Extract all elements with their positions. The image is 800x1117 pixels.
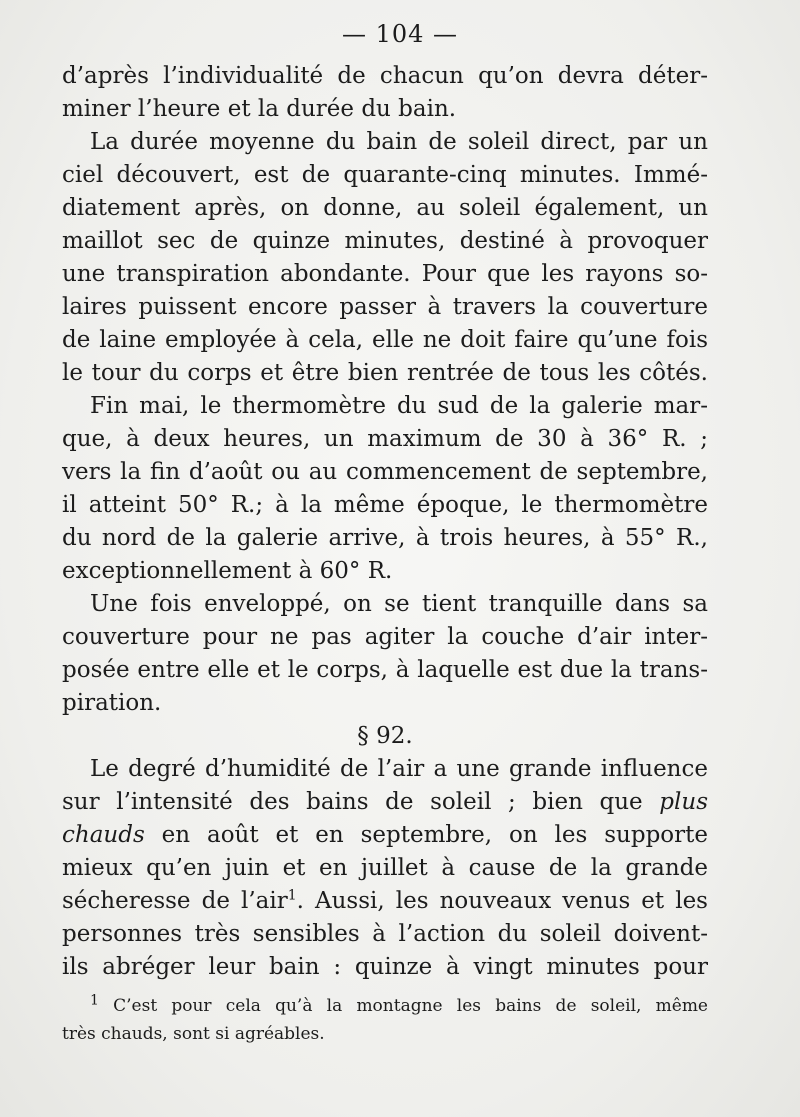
text-line: vers la fin d’août ou au commencement de septembre, — [62, 459, 708, 485]
text-run: sécheresse de l’air — [62, 888, 288, 914]
text-line: d’après l’individualité de chacun qu’on devra déter- — [62, 63, 708, 89]
text-line — [62, 819, 708, 852]
footnote-text: C’est pour cela qu’à la montagne les bains de soleil, même — [98, 996, 708, 1016]
text-line: il atteint 50° R.; à la même époque, le thermomètre — [62, 492, 708, 518]
footnote — [62, 992, 708, 1048]
text-line: du nord de la galerie arrive, à trois heures, à 55° R., — [62, 525, 708, 551]
body-text — [62, 60, 708, 984]
text-line: couverture pour ne pas agiter la couche d’air inter- — [62, 624, 708, 650]
italic-text: chauds — [62, 822, 145, 848]
text-line: Une fois enveloppé, on se tient tranquille dans sa — [90, 591, 708, 617]
text-line: que, à deux heures, un maximum de 30 à 36° R. ; — [62, 426, 708, 452]
footnote-marker: 1 — [90, 992, 99, 1009]
text-line: La durée moyenne du bain de soleil direct, par un — [90, 129, 708, 155]
text-line: une transpiration abondante. Pour que les rayons so- — [62, 261, 708, 287]
page-number: — 104 — — [341, 20, 459, 48]
section-heading: § 92. — [357, 723, 413, 749]
paragraph-1 — [62, 60, 708, 126]
text-line: laires puissent encore passer à travers la couverture — [62, 294, 708, 320]
footnote-line — [62, 992, 708, 1020]
text-line: miner l’heure et la durée du bain. — [62, 96, 457, 122]
text-line — [62, 885, 708, 918]
text-run: . Aussi, les nouveaux venus et les — [296, 888, 708, 914]
text-line — [62, 786, 708, 819]
text-line: diatement après, on donne, au soleil également, un — [62, 195, 708, 221]
paragraph-5 — [62, 753, 708, 984]
text-line: ciel découvert, est de quarante-cinq minutes. Immé- — [62, 162, 708, 188]
text-line: piration. — [62, 690, 162, 716]
paragraph-3 — [62, 390, 708, 588]
text-line: ils abréger leur bain : quinze à vingt minutes pour — [62, 954, 708, 980]
footnote-line: très chauds, sont si agréables. — [62, 1024, 325, 1044]
text-line: mieux qu’en juin et en juillet à cause de la grande — [62, 855, 708, 881]
text-run: sur l’intensité des bains de soleil ; bien que — [62, 789, 660, 815]
text-line: posée entre elle et le corps, à laquelle est due la trans- — [62, 657, 708, 683]
text-line: Le degré d’humidité de l’air a une grande influence — [90, 756, 708, 782]
text-line: maillot sec de quinze minutes, destiné à provoquer — [62, 228, 708, 254]
footnote-reference: 1 — [287, 887, 297, 904]
text-line: exceptionnellement à 60° R. — [62, 558, 393, 584]
text-line: personnes très sensibles à l’action du soleil doivent- — [62, 921, 708, 947]
text-line: de laine employée à cela, elle ne doit faire qu’une fois — [62, 327, 708, 353]
italic-text: plus — [659, 789, 708, 815]
paragraph-2 — [62, 126, 708, 390]
paragraph-4 — [62, 588, 708, 720]
text-line: le tour du corps et être bien rentrée de tous les côtés. — [62, 360, 708, 386]
text-run: en août et en septembre, on les supporte — [144, 822, 708, 848]
text-line: Fin mai, le thermomètre du sud de la galerie mar- — [90, 393, 708, 419]
